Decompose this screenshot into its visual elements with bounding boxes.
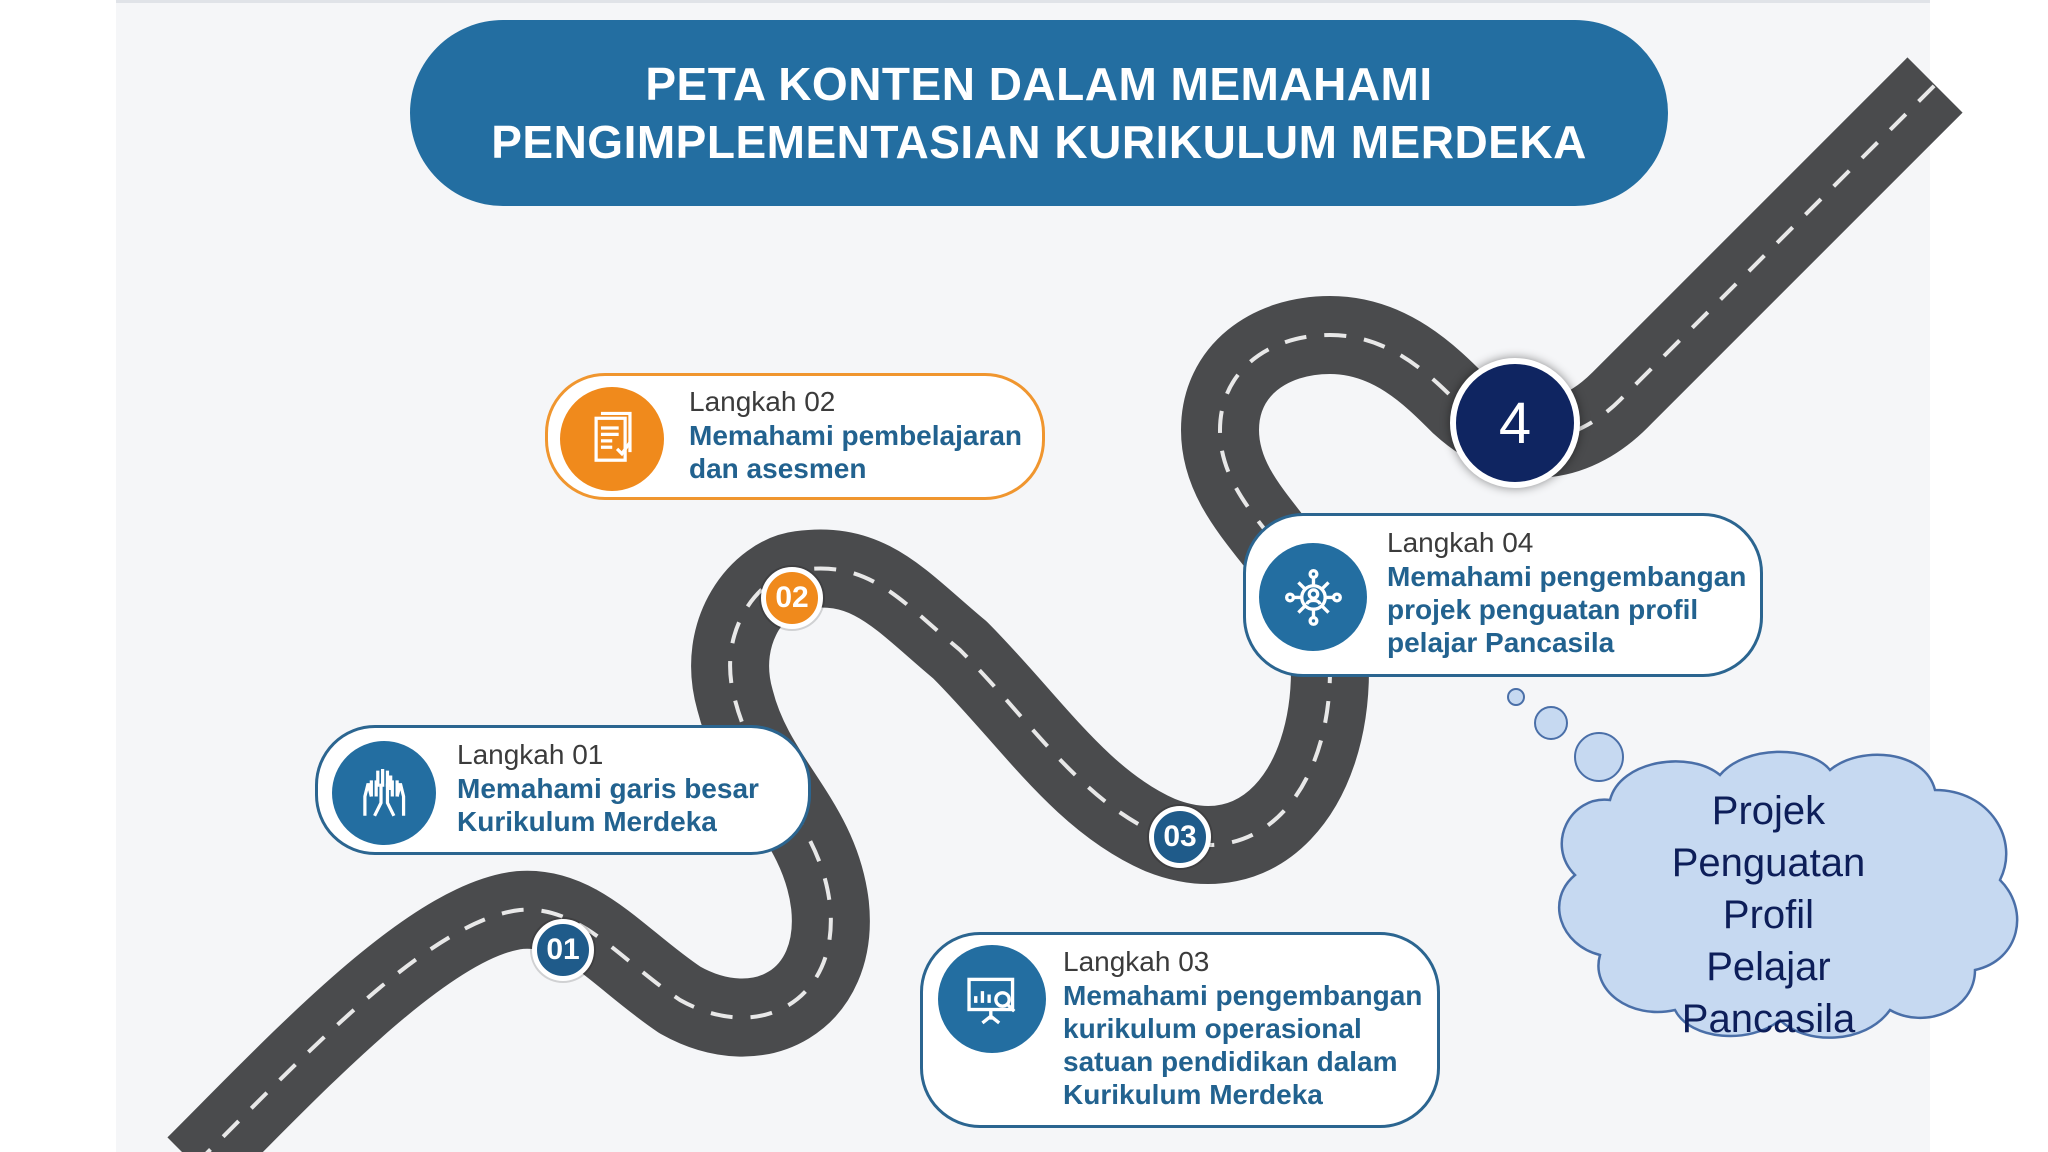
step-01-desc-line-1: Memahami garis besar	[457, 773, 759, 804]
step-03-desc-line-1: Memahami pengembangan	[1063, 980, 1423, 1011]
cloud-line-2: Penguatan	[1671, 841, 1866, 885]
step-04-label: Langkah 04	[1387, 527, 1534, 558]
step-01-label: Langkah 01	[457, 739, 604, 770]
step-02-label: Langkah 02	[689, 386, 836, 417]
title-line-2: PENGIMPLEMENTASIAN KURIKULUM MERDEKA	[491, 116, 1587, 168]
highlight-marker-4: 4	[1450, 358, 1580, 488]
road-marker-01: 01	[532, 919, 594, 981]
step-04-desc-line-3: pelajar Pancasila	[1387, 627, 1615, 658]
step-01-callout	[315, 725, 811, 855]
step-03-callout	[920, 932, 1440, 1128]
step-02-callout	[545, 373, 1045, 500]
step-03-desc-line-3: satuan pendidikan dalam	[1063, 1046, 1398, 1077]
chart-presentation-icon	[938, 945, 1046, 1053]
cloud-line-4: Pelajar	[1706, 945, 1831, 989]
step-03-desc-line-2: kurikulum operasional	[1063, 1013, 1362, 1044]
step-01-desc-line-2: Kurikulum Merdeka	[457, 806, 717, 837]
road-marker-02: 02	[761, 567, 823, 629]
step-04-desc-line-2: projek penguatan profil	[1387, 594, 1699, 625]
thought-bubble-small	[1508, 689, 1524, 705]
cloud-line-3: Profil	[1722, 893, 1815, 937]
step-02-desc-line-1: Memahami pembelajaran	[689, 420, 1023, 451]
step-02-desc-line-2: dan asesmen	[689, 453, 867, 484]
thought-bubble-large	[1575, 733, 1623, 781]
cloud-line-1: Projek	[1711, 789, 1826, 833]
raised-hands-icon	[332, 741, 436, 845]
road-marker-03: 03	[1149, 806, 1211, 868]
cloud-line-5: Pancasila	[1681, 997, 1856, 1041]
title-line-1: PETA KONTEN DALAM MEMAHAMI	[645, 58, 1433, 110]
step-03-label: Langkah 03	[1063, 946, 1210, 977]
checklist-document-icon	[560, 387, 664, 491]
gear-network-icon	[1259, 543, 1367, 651]
thought-bubble-medium	[1535, 707, 1567, 739]
step-04-desc-line-1: Memahami pengembangan	[1387, 561, 1747, 592]
step-03-desc-line-4: Kurikulum Merdeka	[1063, 1079, 1323, 1110]
thought-cloud-text	[1596, 785, 1941, 1045]
step-04-callout	[1243, 513, 1763, 677]
title-banner	[410, 20, 1668, 206]
